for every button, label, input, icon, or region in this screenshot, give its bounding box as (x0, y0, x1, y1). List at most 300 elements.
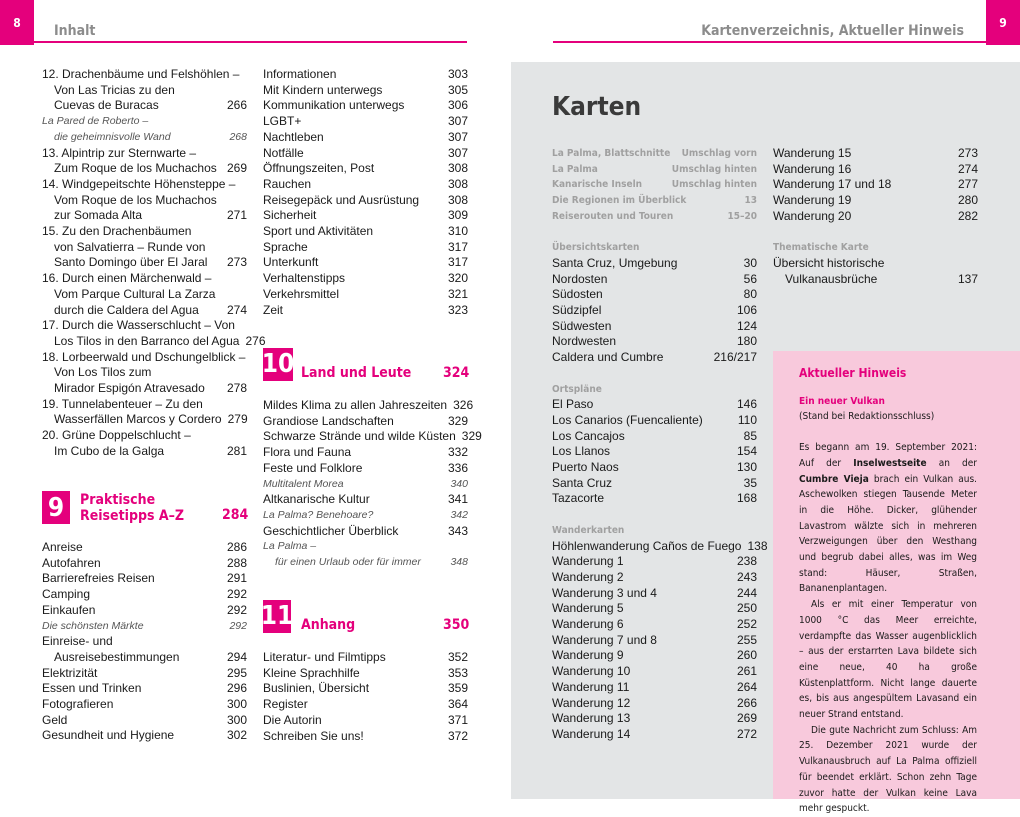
list-item (552, 476, 757, 492)
entry-page: 309 (447, 208, 468, 223)
entry-text: LGBT+ (263, 114, 302, 129)
entry-text: Gesundheit und Hygiene (42, 728, 175, 743)
entry-text: Wanderung 5 (552, 601, 624, 616)
entry-page: 279 (227, 412, 248, 427)
list-item (552, 162, 757, 178)
entry-text: 16. Durch einen Märchenwald – (42, 271, 212, 286)
maps-title: Karten (552, 92, 642, 122)
entry-text: Wanderung 10 (552, 664, 631, 679)
entry-text: Notfälle (263, 145, 304, 160)
list-item (552, 429, 757, 445)
list-item (263, 303, 468, 319)
list-item (263, 83, 468, 99)
list-item (42, 67, 247, 83)
list-item (263, 650, 468, 666)
entry-text: Essen und Trinken (42, 681, 142, 696)
entry-text: Flora und Fauna (263, 445, 352, 460)
list-item (552, 334, 757, 350)
entry-page (241, 634, 247, 650)
entry-text: Wanderung 11 (552, 679, 630, 694)
entry-page (241, 428, 247, 444)
entry-page: 277 (957, 177, 978, 192)
entry-text: Buslinien, Übersicht (263, 681, 370, 696)
list-item (42, 240, 247, 256)
entry-text: La Palma? Benehoare? (263, 508, 374, 521)
entry-page: 268 (229, 130, 247, 143)
entry-text: Los Canarios (Fuencaliente) (552, 412, 703, 427)
list-item (552, 303, 757, 319)
entry-text: El Paso (552, 397, 594, 412)
entry-text: Multitalent Morea (263, 477, 344, 490)
list-item (552, 633, 757, 649)
entry-page: 282 (957, 208, 978, 223)
entry-page: 308 (447, 161, 468, 176)
list-item (42, 161, 247, 177)
list-item (263, 555, 468, 571)
entry-page: 303 (447, 67, 468, 81)
entry-text: Santa Cruz, Umgebung (552, 255, 678, 270)
entry-page: 364 (447, 697, 468, 712)
entry-page (241, 177, 247, 193)
entry-page: 321 (447, 286, 468, 301)
entry-text: Kommunikation unterwegs (263, 98, 405, 113)
entry-page: 372 (447, 728, 468, 743)
entry-text: Wanderung 19 (773, 193, 852, 208)
entry-text: Literatur- und Filmtipps (263, 650, 386, 664)
entry-page: 302 (226, 728, 247, 743)
entry-text: Wasserfällen Marcos y Cordero (54, 412, 222, 427)
entry-page: 30 (743, 255, 757, 270)
entry-page: 306 (447, 98, 468, 113)
list-item (42, 650, 247, 666)
section-number: 9 (42, 491, 70, 524)
list-item (773, 162, 978, 178)
list-item (42, 571, 247, 587)
entry-page: 305 (447, 82, 468, 97)
entry-text: Sport und Aktivitäten (263, 224, 374, 239)
entry-text: Verhaltenstipps (263, 271, 346, 286)
list-item (552, 570, 757, 586)
entry-text: Kanarische Inseln (552, 179, 643, 191)
entry-text: Puerto Naos (552, 460, 619, 475)
entry-page: 266 (736, 695, 757, 710)
entry-page: 371 (447, 712, 468, 727)
entry-text: 19. Tunnelabenteuer – Zu den (42, 396, 203, 411)
entry-page (241, 240, 247, 256)
list-item (552, 586, 757, 602)
list-item (42, 98, 247, 114)
entry-text: Die schönsten Märkte (42, 619, 144, 632)
entry-text: die geheimnisvolle Wand (54, 130, 171, 143)
entry-page: 317 (447, 255, 468, 270)
entry-text: Caldera und Cumbre (552, 350, 664, 365)
entry-text: La Palma – (263, 540, 317, 553)
entry-text: Ausreisebestimmungen (54, 649, 180, 664)
entry-text: Einreise- und (42, 634, 113, 649)
entry-page: 307 (447, 129, 468, 144)
list-item (263, 271, 468, 287)
entry-text: 13. Alpintrip zur Sternwarte – (42, 145, 197, 160)
list-item (42, 619, 247, 635)
entry-page: 340 (450, 477, 468, 490)
entry-page: 138 (747, 538, 768, 553)
entry-text: Elektrizität (42, 665, 98, 680)
entry-page: 292 (229, 619, 247, 632)
entry-page: 269 (226, 161, 247, 176)
list-item (263, 729, 468, 745)
entry-text: Feste und Folklore (263, 460, 363, 475)
list-item (263, 114, 468, 130)
list-item (42, 428, 247, 444)
entry-text: 17. Durch die Wasserschlucht – Von (42, 318, 235, 333)
entry-text: Camping (42, 587, 91, 602)
entry-page: 106 (736, 303, 757, 318)
list-item (263, 146, 468, 162)
header-title-left: Inhalt (54, 23, 96, 39)
entry-text: Grandiose Landschaften (263, 413, 394, 428)
list-item (42, 603, 247, 619)
list-item (42, 556, 247, 572)
entry-page (241, 114, 247, 130)
entry-text: Wanderung 9 (552, 648, 624, 663)
entry-page: Umschlag hinten (671, 179, 757, 191)
list-item (42, 634, 247, 650)
category-heading: Thematische Karte (773, 242, 869, 254)
header-title-right: Kartenverzeichnis, Aktueller Hinweis (701, 23, 964, 39)
entry-page: 353 (447, 665, 468, 680)
entry-page (241, 365, 247, 381)
notice-paragraph-1: Es begann am 19. September 2021: Auf der Inselwestseite an der Cumbre Vieja brach ein Vulkan aus. Aschewolken stiegen Tausende Meter in die Höhe. Dicker, glühender Lavastrom wälzte sich in mehreren Verzweigungen über den Westhang und begrub dabei alles, was im Weg stand: Häuser, Straßen, Bananenplantagen. (799, 442, 977, 595)
entry-text: Fotografieren (42, 697, 114, 712)
list-item (263, 398, 474, 414)
section-9-heading (42, 491, 184, 524)
entry-page: 288 (226, 555, 247, 570)
entry-text: Register (263, 697, 308, 712)
entry-page: 300 (226, 697, 247, 712)
entry-text: Reisegepäck und Ausrüstung (263, 192, 420, 207)
list-item (42, 333, 266, 350)
entry-text: Die Regionen im Überblick (552, 195, 687, 207)
list-item (773, 146, 978, 162)
list-item (42, 412, 247, 428)
toc-column-1-bottom (42, 540, 247, 744)
entry-text: von Salvatierra – Runde von (54, 239, 206, 254)
entry-page: 274 (226, 302, 247, 317)
entry-page: 296 (226, 681, 247, 696)
list-item (552, 648, 757, 664)
notice-paragraph-3: Die gute Nachricht zum Schluss: Am 25. Dezember 2021 wurde der Vulkanausbruch auf La Palma offiziell für beendet erklärt. Schon zehn Tage zuvor hatte der Vulkan keine Lava mehr gespuckt. (799, 724, 977, 815)
list-item (263, 193, 468, 209)
list-item (263, 508, 468, 524)
entry-text: Mit Kindern unterwegs (263, 82, 383, 97)
list-item (552, 727, 757, 743)
entry-text: Geschichtlicher Überblick (263, 523, 399, 538)
entry-text: Geld (42, 712, 68, 727)
entry-text: 14. Windgepeitschte Höhensteppe – (42, 176, 236, 191)
entry-text: Kleine Sprachhilfe (263, 665, 360, 680)
entry-text: Los Cancajos (552, 428, 625, 443)
entry-text: La Palma, Blattschnitte (552, 148, 671, 159)
entry-text: zur Somada Alta (54, 208, 143, 223)
list-item (552, 617, 757, 633)
section-10-heading (263, 347, 411, 381)
list-item (42, 146, 247, 162)
list-item (42, 255, 247, 271)
list-item (42, 397, 247, 413)
entry-text: Von Los Tilos zum (54, 365, 152, 380)
list-item (263, 255, 468, 271)
entry-text: durch die Caldera del Agua (54, 302, 199, 317)
list-item (552, 146, 757, 162)
list-item (552, 319, 757, 335)
entry-page: 292 (226, 602, 247, 617)
list-item (552, 256, 757, 272)
entry-text: Öffnungszeiten, Post (263, 161, 375, 176)
entry-page: 276 (245, 333, 266, 348)
list-item (42, 728, 247, 744)
entry-page (241, 193, 247, 209)
list-item (263, 130, 468, 146)
entry-page: 307 (447, 145, 468, 160)
entry-page: 238 (736, 554, 757, 569)
list-item (773, 177, 978, 193)
entry-page: 124 (736, 318, 757, 333)
entry-text: 18. Lorbeerwald und Dschungelblick – (42, 349, 246, 364)
list-item (42, 318, 247, 334)
entry-page: 15–20 (727, 210, 757, 222)
entry-page: 307 (447, 114, 468, 129)
entry-page: 273 (226, 255, 247, 270)
entry-text: Wanderung 17 und 18 (773, 177, 892, 192)
category-heading: Wanderkarten (552, 524, 625, 536)
entry-text: Südzipfel (552, 303, 602, 318)
entry-page: 180 (736, 334, 757, 349)
entry-text: 12. Drachenbäume und Felshöhlen – (42, 67, 240, 81)
entry-page: 243 (736, 569, 757, 584)
list-item (263, 445, 468, 461)
entry-page: 359 (447, 681, 468, 696)
entry-text: Südosten (552, 287, 603, 302)
entry-text: Nordwesten (552, 334, 617, 349)
entry-page: 329 (447, 413, 468, 428)
notice-subtitle: Ein neuer Vulkan (799, 395, 885, 407)
entry-page: 154 (736, 444, 757, 459)
section-title: Anhang (301, 617, 356, 633)
section-11-heading (260, 599, 356, 633)
entry-page: 168 (736, 491, 757, 506)
list-item (263, 461, 468, 477)
list-item (42, 303, 247, 319)
entry-page: 56 (743, 271, 757, 286)
entry-page: 216/217 (713, 350, 757, 365)
header-rule-right (553, 41, 1020, 43)
entry-page: 281 (226, 443, 247, 458)
section-10-page: 324 (443, 365, 470, 381)
list-item (42, 114, 247, 130)
entry-page: 260 (736, 648, 757, 663)
list-item (552, 601, 757, 617)
entry-page: 329 (461, 429, 482, 444)
list-item (263, 161, 468, 177)
list-item (42, 193, 247, 209)
entry-text: Vom Parque Cultural La Zarza (54, 286, 216, 301)
entry-text: Cuevas de Buracas (54, 98, 159, 113)
list-item (42, 666, 247, 682)
entry-page: 342 (450, 508, 468, 521)
list-item (552, 397, 757, 413)
entry-text: Wanderung 1 (552, 554, 624, 569)
entry-page (241, 224, 247, 240)
list-item (552, 209, 757, 225)
entry-page: 250 (736, 601, 757, 616)
entry-text: Informationen (263, 67, 337, 81)
entry-text: Wanderung 6 (552, 617, 624, 632)
entry-text: Wanderung 13 (552, 711, 631, 726)
section-number: 10 (261, 349, 295, 379)
entry-page: 343 (447, 523, 468, 538)
entry-page: 264 (736, 679, 757, 694)
entry-page: 110 (737, 412, 757, 427)
entry-text: Santo Domingo über El Jaral (54, 255, 208, 270)
entry-text: Mildes Klima zu allen Jahreszeiten (263, 398, 448, 412)
entry-page (241, 318, 247, 334)
list-item (263, 429, 482, 445)
section-title: Praktische Reisetipps A–Z (80, 491, 185, 524)
entry-page: 320 (447, 271, 468, 286)
list-item (263, 224, 468, 240)
list-item (552, 350, 757, 366)
entry-text: Nachtleben (263, 129, 324, 144)
list-item (552, 444, 757, 460)
list-item (263, 240, 468, 256)
list-item (263, 681, 468, 697)
list-item (263, 492, 468, 508)
entry-text: Im Cubo de la Galga (54, 443, 165, 458)
list-item (42, 350, 247, 366)
list-item (42, 697, 247, 713)
entry-text: Schreiben Sie uns! (263, 728, 364, 743)
list-item (42, 177, 247, 193)
entry-page: 35 (743, 475, 757, 490)
section-number: 11 (260, 601, 294, 631)
list-item (552, 711, 757, 727)
entry-text: Verkehrsmittel (263, 286, 340, 301)
toc-column-1-top (42, 67, 266, 460)
entry-page: Umschlag hinten (671, 163, 757, 175)
entry-text: Schwarze Strände und wilde Küsten (263, 429, 456, 444)
entry-text: Wanderung 14 (552, 726, 631, 741)
list-item (263, 98, 468, 114)
entry-page: 274 (957, 161, 978, 176)
entry-page: 292 (226, 587, 247, 602)
entry-text: 15. Zu den Drachenbäumen (42, 224, 192, 239)
list-item: Übersicht historische (773, 255, 885, 270)
entry-text: Mirador Espigón Atravesado (54, 381, 205, 396)
entry-page: 85 (743, 428, 757, 443)
section-9-page: 284 (222, 507, 249, 523)
entry-page: 348 (450, 556, 468, 569)
entry-page: 130 (736, 460, 757, 475)
list-item (263, 713, 468, 729)
entry-page (241, 271, 247, 287)
entry-page: 269 (736, 711, 757, 726)
entry-text: Südwesten (552, 318, 612, 333)
list-item (552, 680, 757, 696)
entry-page: 244 (736, 585, 757, 600)
entry-page: 336 (447, 460, 468, 475)
entry-text: Unterkunft (263, 255, 319, 270)
page-number-left: 8 (0, 0, 34, 45)
list-item (42, 130, 247, 146)
list-item (263, 524, 468, 540)
list-item (263, 477, 468, 493)
entry-text: Reiserouten und Touren (552, 210, 674, 222)
entry-page: 323 (447, 302, 468, 317)
entry-page (241, 397, 247, 413)
entry-page: 266 (226, 98, 247, 113)
entry-page: Umschlag vorn (681, 148, 757, 159)
entry-page: 291 (226, 571, 247, 586)
category-heading: Übersichtskarten (552, 242, 640, 254)
entry-page: 13 (744, 195, 757, 207)
entry-page (241, 287, 247, 303)
entry-page: 332 (447, 445, 468, 460)
list-item (42, 287, 247, 303)
section-title: Land und Leute (301, 365, 412, 381)
list-item (552, 413, 757, 429)
list-item (42, 587, 247, 603)
notice-paragraph-2: Als er mit einer Temperatur von 1000 °C das Meer erreichte, verdampfte das Wasser augenblicklich – aus der erstarrten Lava bildete sich eine neue, 40 ha große Küstenplattform. Nicht lange dauerte es, bis aus angespültem Lavasand ein neuer Strand entstand. (799, 599, 977, 721)
entry-page (241, 83, 247, 99)
page-number-right: 9 (986, 0, 1020, 45)
section-11-page: 350 (443, 617, 470, 633)
toc-column-2-top (263, 67, 468, 318)
entry-text: Von Las Tricias zu den (54, 82, 175, 97)
entry-text: 20. Grüne Doppelschlucht – (42, 428, 191, 443)
entry-text: Wanderung 12 (552, 695, 631, 710)
entry-text: Höhlenwanderung Caños de Fuego (552, 538, 742, 553)
entry-page: 308 (447, 176, 468, 191)
maps-column-1 (552, 146, 768, 743)
entry-text: für einen Urlaub oder für immer (275, 556, 421, 569)
list-item (42, 681, 247, 697)
entry-text: Santa Cruz (552, 475, 613, 490)
list-item (263, 666, 468, 682)
entry-page: 317 (447, 239, 468, 254)
entry-page (245, 350, 251, 366)
list-item (552, 272, 757, 288)
entry-page: 308 (447, 192, 468, 207)
entry-text: Barrierefreies Reisen (42, 571, 155, 586)
entry-page: 278 (226, 381, 247, 396)
list-item: Vulkanausbrüche 137 (785, 271, 978, 286)
entry-text: Zeit (263, 302, 284, 317)
list-item (263, 67, 468, 83)
entry-page: 146 (736, 397, 757, 412)
list-item (552, 696, 757, 712)
list-item (42, 271, 247, 287)
entry-page: 286 (226, 540, 247, 554)
entry-text: Zum Roque de los Muchachos (54, 161, 217, 176)
entry-text: Wanderung 2 (552, 569, 624, 584)
list-item (42, 224, 247, 240)
entry-page: 252 (736, 617, 757, 632)
entry-text: Nordosten (552, 271, 608, 286)
list-item (263, 414, 468, 430)
entry-text: Tazacorte (552, 491, 605, 506)
entry-page: 280 (957, 193, 978, 208)
entry-page: 326 (453, 398, 474, 412)
